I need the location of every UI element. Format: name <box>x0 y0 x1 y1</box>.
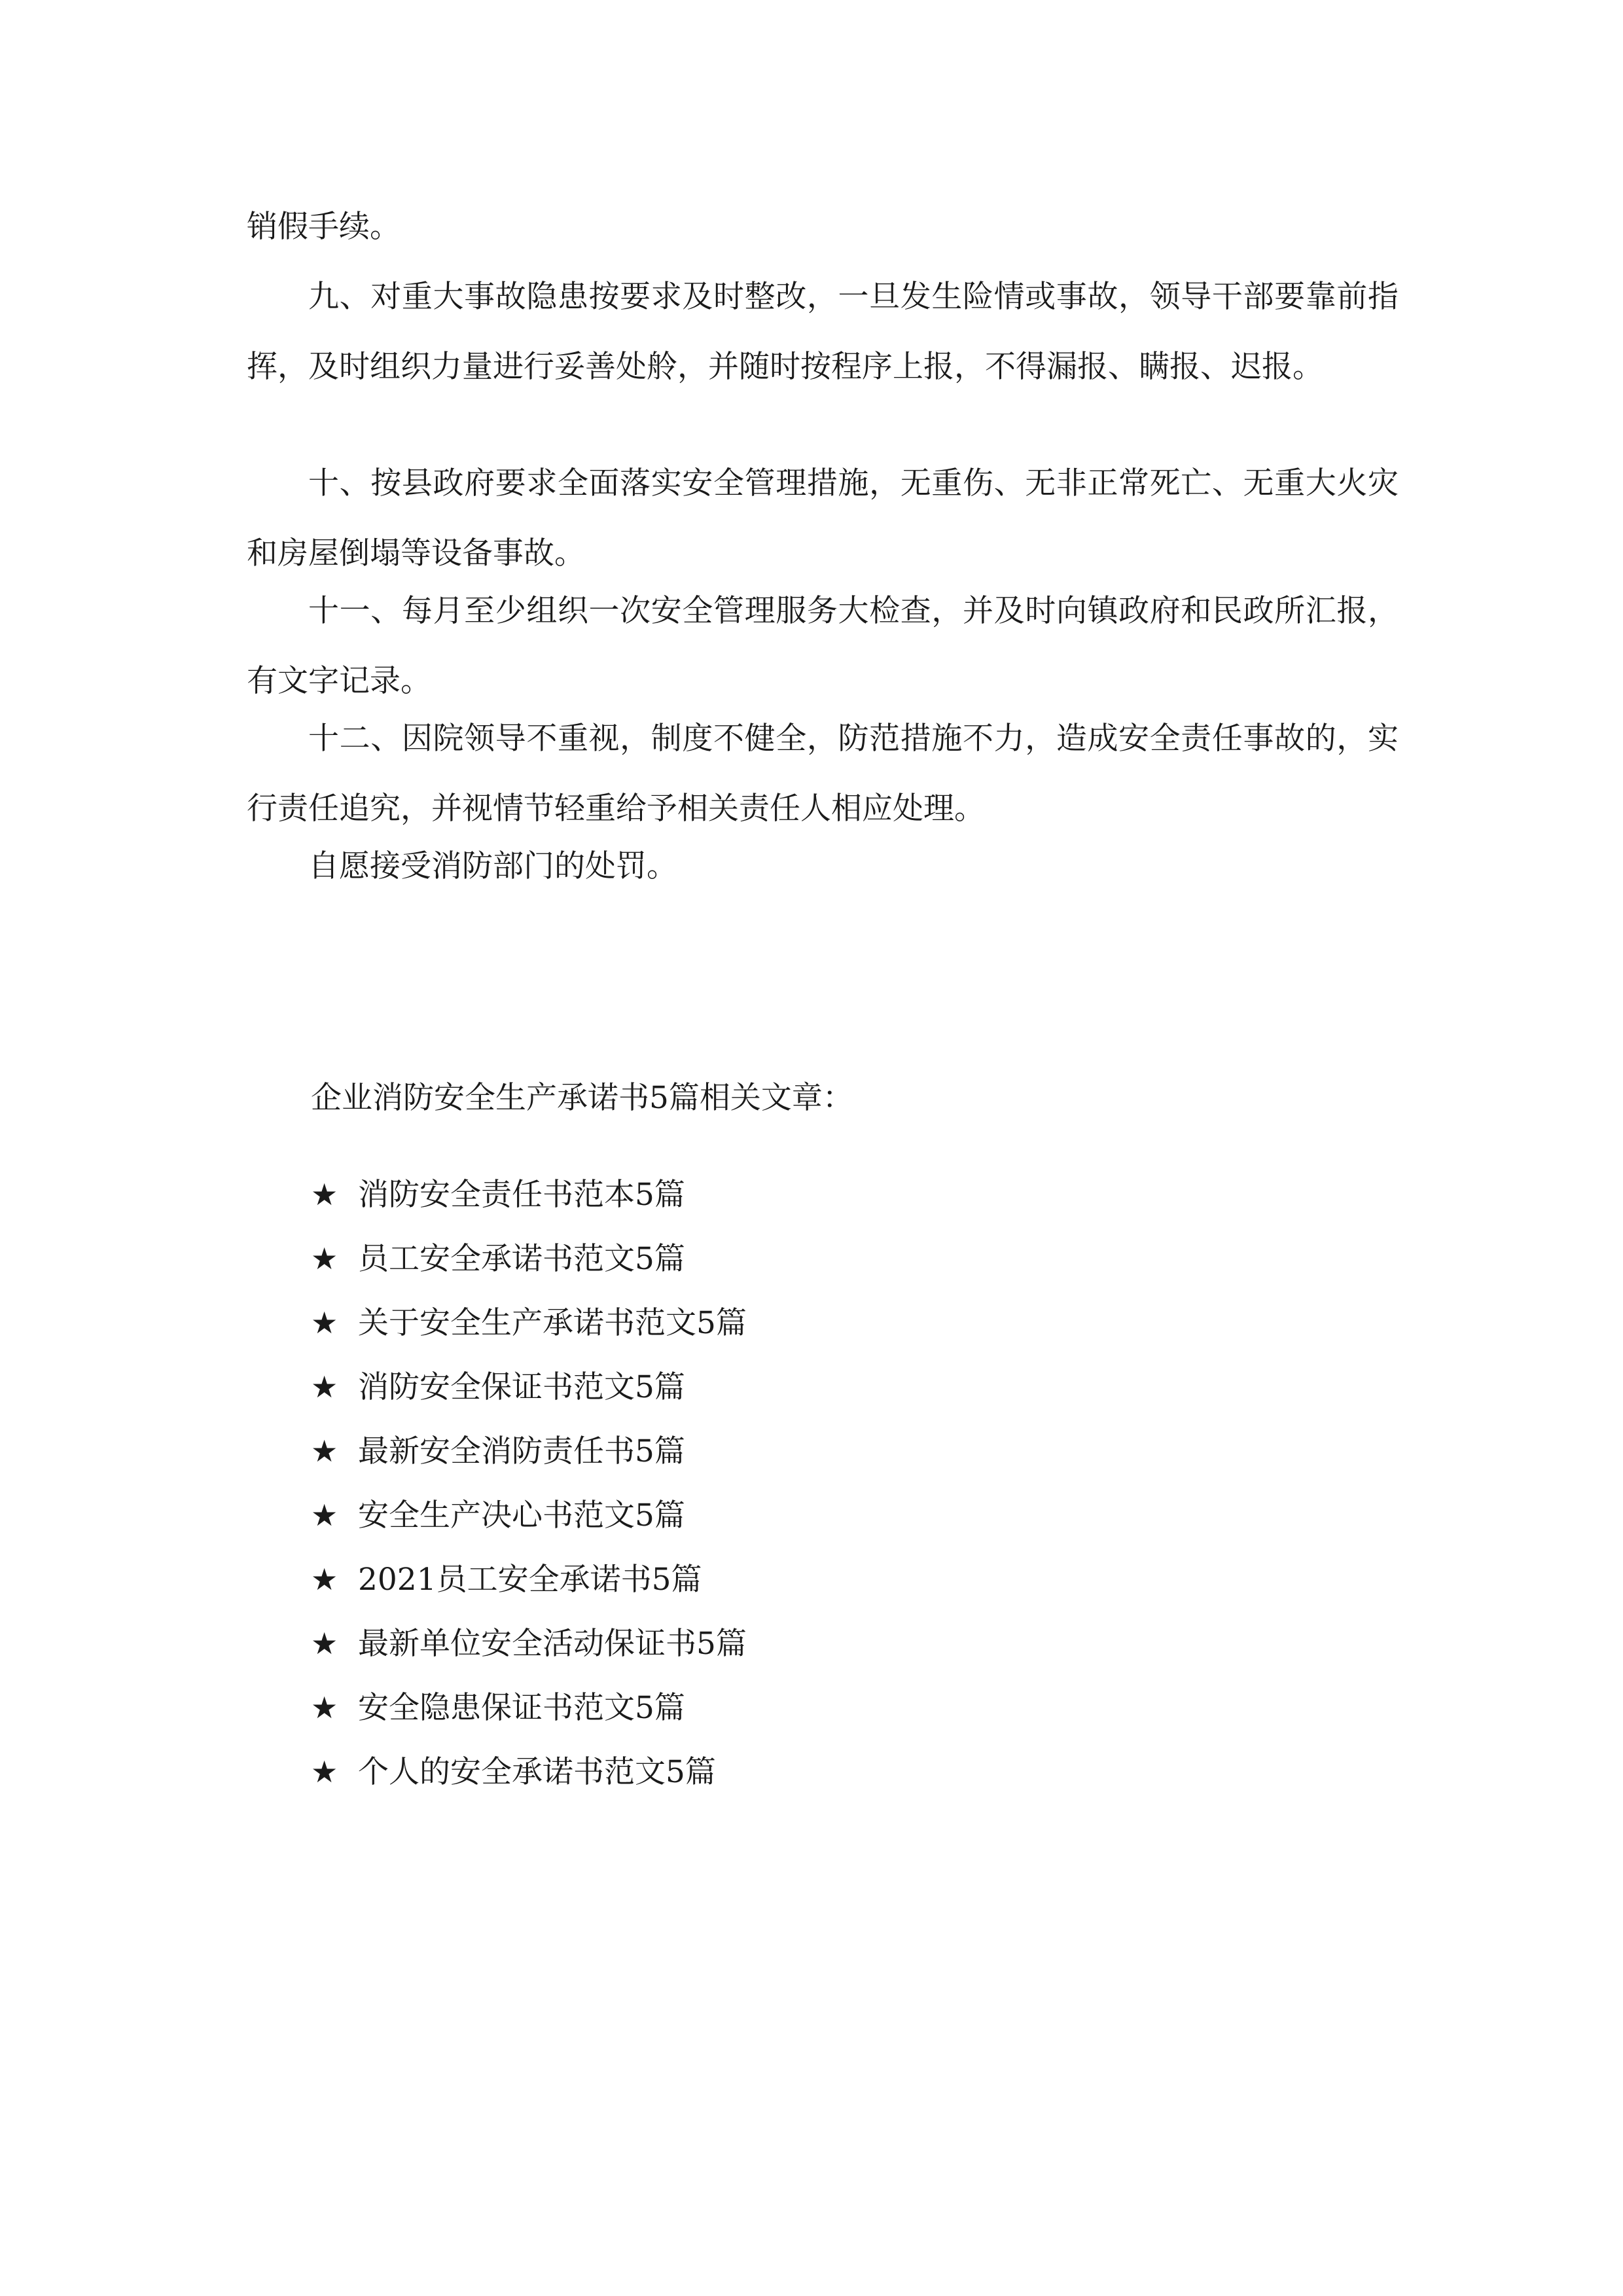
related-articles-title: 企业消防安全生产承诺书5篇相关文章： <box>311 1080 853 1116</box>
star-icon: ★ <box>311 1562 338 1597</box>
related-article-item[interactable] <box>311 1547 747 1611</box>
related-articles-list <box>311 1162 747 1804</box>
related-article-item[interactable] <box>311 1740 747 1804</box>
star-icon: ★ <box>311 1498 338 1533</box>
related-article-link[interactable]: 关于安全生产承诺书范文5篇 <box>358 1305 747 1341</box>
paragraph-item-10: 十、按县政府要求全面落实安全管理措施，无重伤、无非正常死亡、无重大火灾和房屋倒塌等设备事故。 <box>247 465 1399 571</box>
related-article-item[interactable] <box>311 1291 747 1355</box>
paragraph-item-11: 十一、每月至少组织一次安全管理服务大检查，并及时向镇政府和民政所汇报，有文字记录。 <box>247 593 1399 699</box>
star-icon: ★ <box>311 1433 338 1469</box>
related-article-item[interactable] <box>311 1355 747 1419</box>
related-article-item[interactable] <box>311 1162 747 1227</box>
paragraph-continuation: 销假手续。 <box>247 209 401 245</box>
related-article-link[interactable]: 员工安全承诺书范文5篇 <box>358 1241 685 1277</box>
paragraph-closing: 自愿接受消防部门的处罚。 <box>308 848 677 884</box>
star-icon: ★ <box>311 1754 338 1789</box>
star-icon: ★ <box>311 1241 338 1276</box>
related-article-item[interactable] <box>311 1611 747 1676</box>
star-icon: ★ <box>311 1626 338 1661</box>
related-article-link[interactable]: 个人的安全承诺书范文5篇 <box>358 1754 716 1790</box>
related-article-item[interactable] <box>311 1419 747 1483</box>
related-article-link[interactable]: 消防安全保证书范文5篇 <box>358 1369 685 1405</box>
star-icon: ★ <box>311 1305 338 1340</box>
related-article-item[interactable] <box>311 1227 747 1291</box>
related-article-item[interactable] <box>311 1483 747 1547</box>
related-article-link[interactable]: 最新安全消防责任书5篇 <box>358 1433 685 1469</box>
paragraph-item-12: 十二、因院领导不重视，制度不健全，防范措施不力，造成安全责任事故的，实行责任追究，并视情节轻重给予相关责任人相应处理。 <box>247 721 1399 827</box>
star-icon: ★ <box>311 1690 338 1725</box>
related-article-link[interactable]: 消防安全责任书范本5篇 <box>358 1177 685 1213</box>
related-article-link[interactable]: 安全生产决心书范文5篇 <box>358 1498 685 1534</box>
star-icon: ★ <box>311 1177 338 1212</box>
paragraph-item-9: 九、对重大事故隐患按要求及时整改，一旦发生险情或事故，领导干部要靠前指挥，及时组织力量进行妥善处舲，并随时按程序上报，不得漏报、瞒报、迟报。 <box>247 279 1399 385</box>
related-article-link[interactable]: 最新单位安全活动保证书5篇 <box>358 1626 747 1662</box>
star-icon: ★ <box>311 1369 338 1405</box>
related-article-link[interactable]: 2021员工安全承诺书5篇 <box>358 1562 702 1598</box>
related-article-item[interactable] <box>311 1676 747 1740</box>
related-article-link[interactable]: 安全隐患保证书范文5篇 <box>358 1690 685 1726</box>
